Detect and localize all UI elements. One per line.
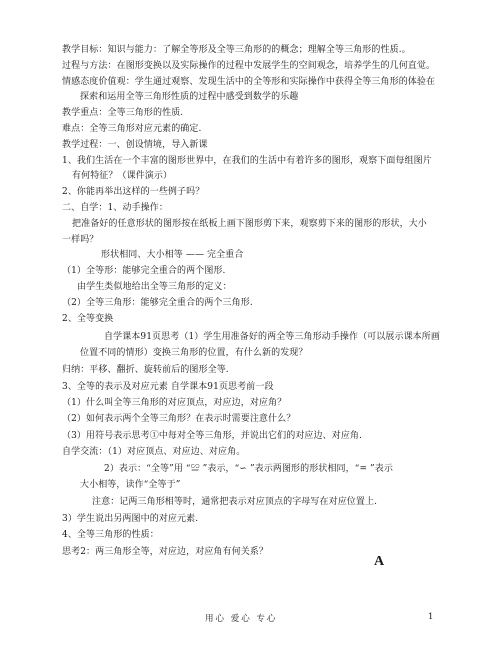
line-process-heading: 教学过程：一、创设情境，导入新课 [62,140,208,150]
line-operation: 把准备好的任意形状的图形按在纸板上画下图形剪下来，观察剪下来的图形的形状，大小 [72,219,427,229]
line-difficulty: 难点：全等三角形对应元素的确定. [62,124,202,134]
line-think-2: 思考2：两三角形全等，对应边，对应角有何关系？ [62,547,269,557]
line-objective-knowledge: 教学目标：知识与能力：了解全等形及全等三角形的的概念；理解全等三角形的性质.。 [62,45,411,55]
line-properties-heading: 4、全等三角形的性质： [62,530,159,540]
line-notation-symbols: 2）表示：“全等”用 “≌ ”表示，“∽ ”表示两图形的形状相同，“= ”表示 [104,464,393,474]
line-notation-heading: 3、全等的表示及对应元素 自学课本91页思考前一段 [62,382,274,392]
line-def-congruent-triangle: （2）全等三角形：能够完全重合的两个三角形. [62,298,253,308]
line-question-3: （3）用符号表示思考①中每对全等三角形，并说出它们的对应边、对应角. [62,431,362,441]
line-operation-cont: 一样吗？ [62,235,99,245]
line-self-study-heading: 二、自学：1、动手操作： [62,203,168,213]
line-item-1: 1、我们生活在一个丰富的图形世界中，在我们的生活中有着许多的图形，观察下面每组图片 [62,156,432,166]
line-transform-study-cont: 位置不同的情形）变换三角形的位置，有什么新的发现？ [80,348,308,358]
line-key-point: 教学重点：全等三角形的性质. [62,108,184,118]
line-summary: 归纳：平移、翻折、旋转前后的图形全等. [62,365,229,375]
line-shape-same: 形状相同、大小相等 —— 完全重合 [101,250,244,260]
line-item-2: 2、你能再举出这样的一些例子吗？ [62,187,205,197]
footer-slogan: 用心 爱心 专心 [205,614,278,624]
line-exchange: 自学交流：（1）对应顶点、对应边、对应角。 [62,447,246,457]
line-question-2: （2）如何表示两个全等三角形？在表示时需要注意什么？ [62,414,296,424]
line-def-congruent-figure: （1）全等形：能够完全重合的两个图形. [62,266,226,276]
line-question-1: （1）什么叫全等三角形的对应顶点，对应边，对应角？ [62,398,287,408]
line-transform-study: 自学课本91页思考（1）学生用准备好的两全等三角形动手操作（可以展示课本所画 [104,332,440,342]
page-number: 1 [428,612,434,622]
line-note: 注意：记两三角形相等时，通常把表示对应顶点的字母写在对应位置上. [92,497,378,507]
line-other-elements: 3）学生说出另两图中的对应元素. [62,514,199,524]
line-objective-process: 过程与方法：在图形变换以及实际操作的过程中发展学生的空间观念，培养学生的几何直觉。 [62,61,436,71]
line-transform-heading: 2、全等变换 [62,314,114,324]
line-objective-emotion: 情感态度价值观：学生通过观察、发现生活中的全等形和实际操作中获得全等三角形的体验在 [62,77,436,87]
line-student-definition: 由学生类似地给出全等三角形的定义： [77,282,232,292]
line-item-1-cont: 有何特征？（课件演示） [72,171,173,181]
line-objective-emotion-cont: 探索和运用全等三角形性质的过程中感受到数学的乐趣 [80,92,299,102]
line-notation-symbols-cont: 大小相等，读作“全等于” [80,480,181,490]
figure-label-a: A [374,554,385,569]
